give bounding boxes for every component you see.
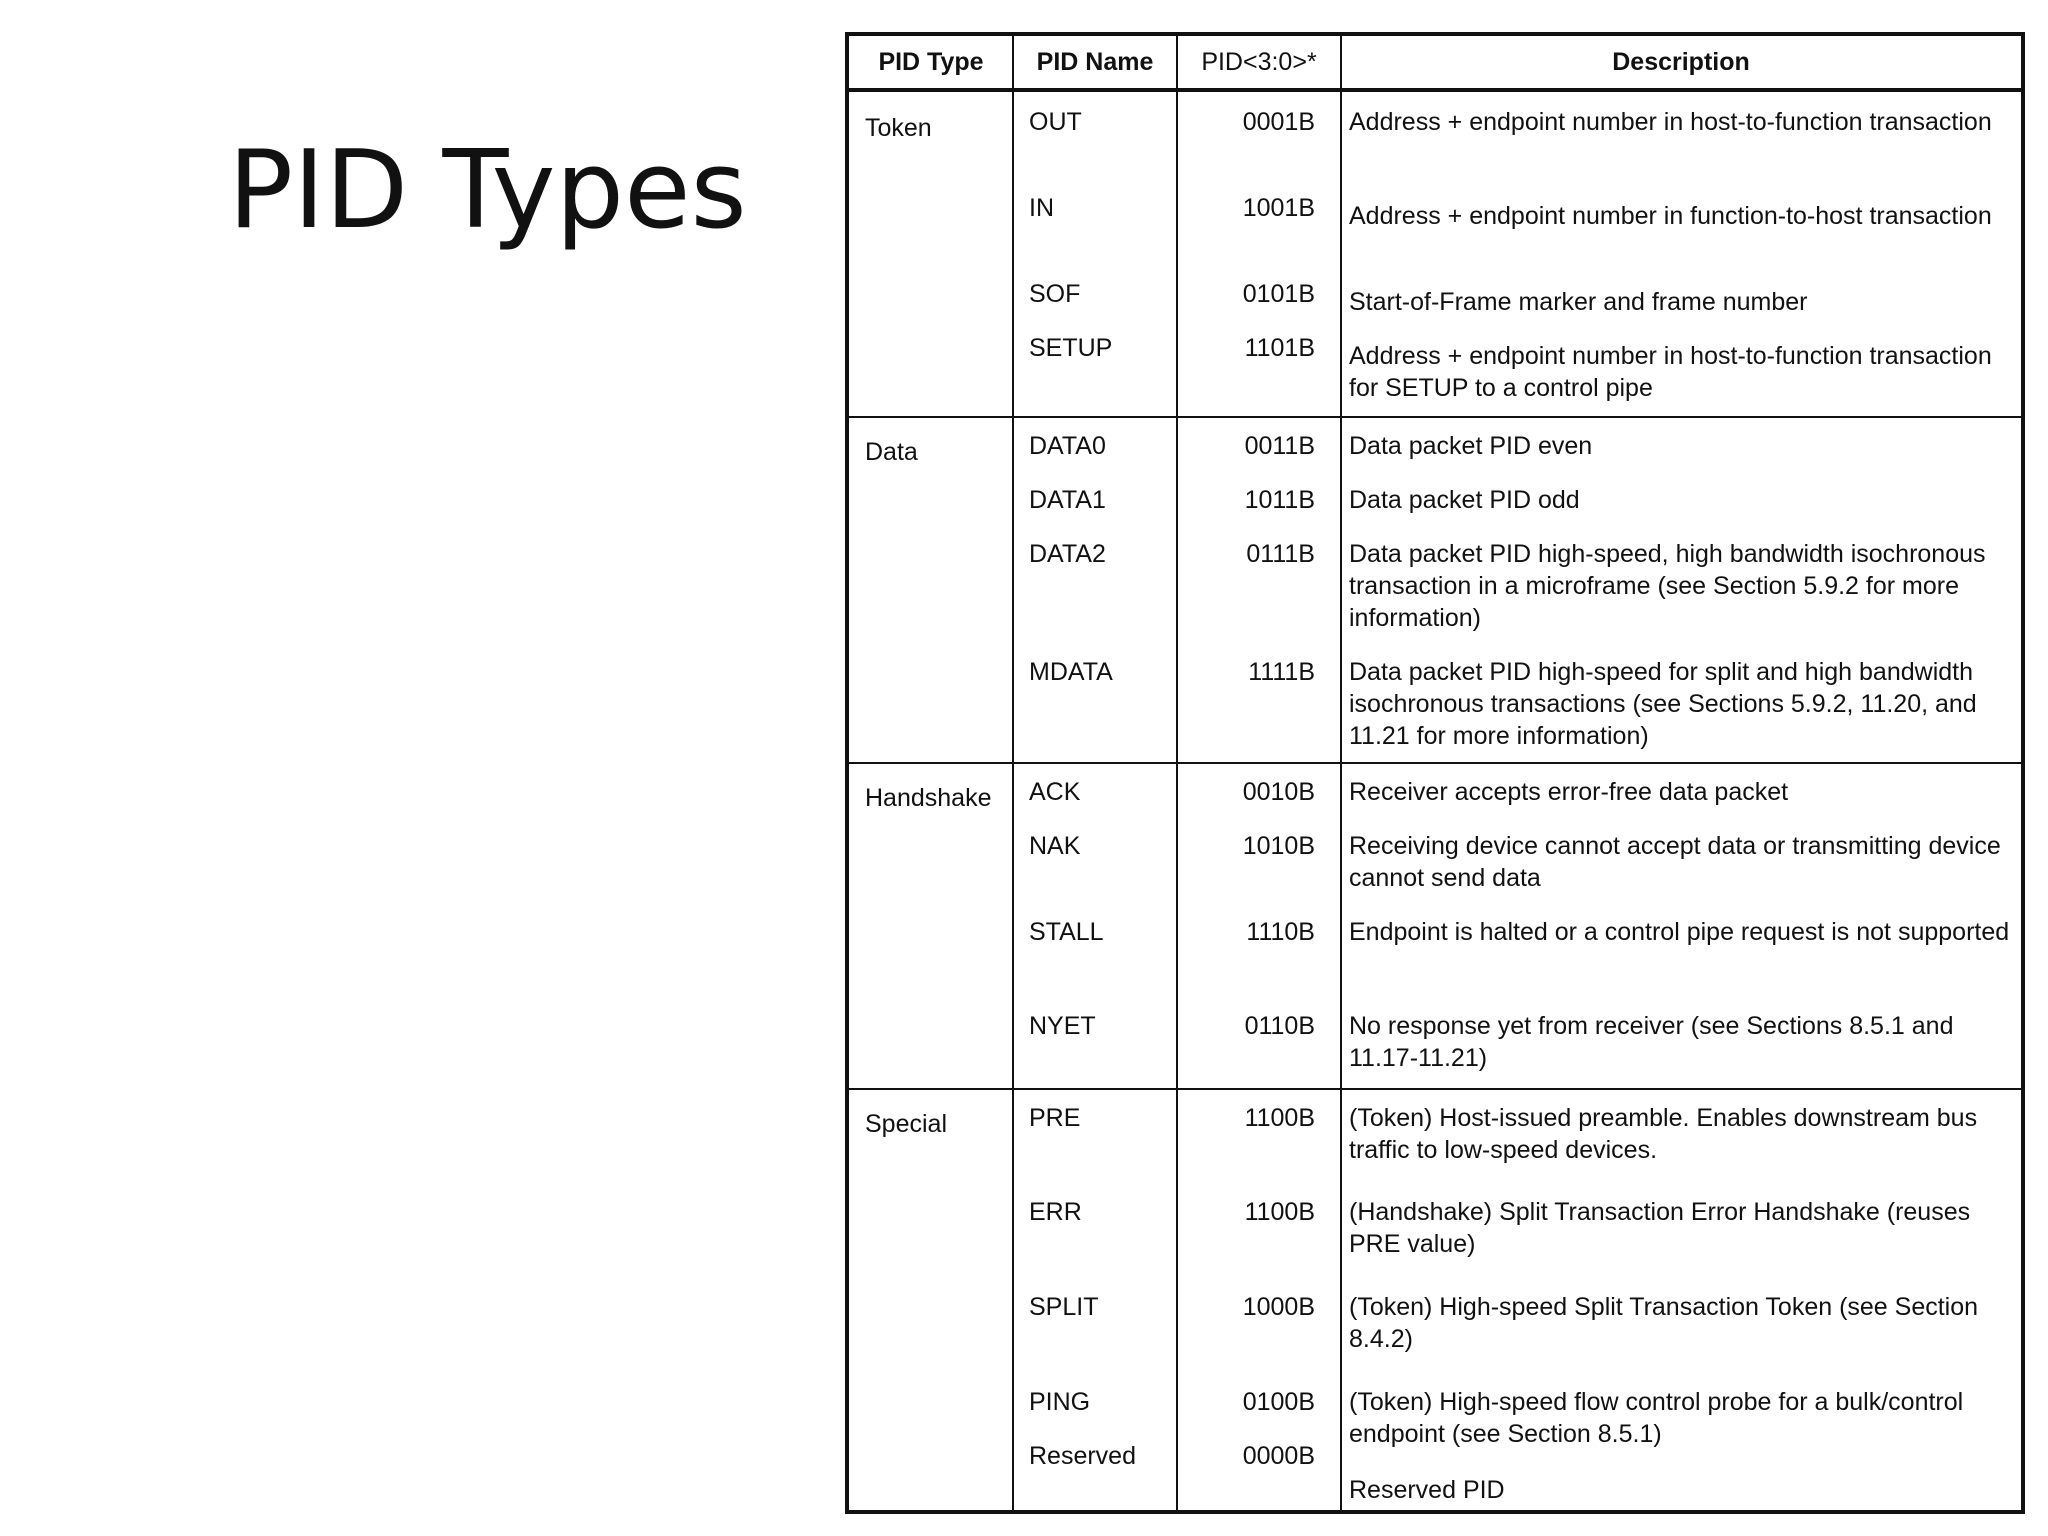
group-token (849, 92, 2021, 418)
pid-type-cell: Special (865, 1110, 947, 1138)
pid-bits-cell: 0101B (1242, 280, 1315, 308)
pid-bits-cell: 1000B (1242, 1293, 1315, 1321)
slide-title: PID Types (228, 128, 747, 253)
pid-bits-cell: 0100B (1242, 1388, 1315, 1416)
description-cell: Address + endpoint number in function-to-host transaction (1349, 202, 1992, 230)
pid-types-table (845, 32, 2025, 1514)
pid-name-cell: SETUP (1029, 334, 1113, 362)
pid-bits-cell: 0110B (1244, 1012, 1315, 1040)
pid-bits-cell: 1100B (1244, 1198, 1315, 1226)
pid-type-cell: Handshake (865, 784, 992, 812)
pid-bits-cell: 0001B (1242, 108, 1315, 136)
pid-name-cell: SPLIT (1029, 1293, 1099, 1321)
pid-type-cell: Token (865, 114, 932, 142)
pid-name-cell: ACK (1029, 778, 1081, 806)
description-cell: (Handshake) Split Transaction Error Handshake (reuses PRE value) (1349, 1198, 1971, 1258)
pid-name-cell: IN (1029, 194, 1054, 222)
pid-bits-cell: 0011B (1244, 432, 1315, 460)
pid-name-cell: DATA1 (1029, 486, 1106, 514)
header-description: Description (1612, 48, 1750, 76)
pid-name-cell: DATA2 (1029, 540, 1106, 568)
pid-bits-cell: 1010B (1242, 832, 1315, 860)
group-special (849, 1090, 2021, 1514)
pid-name-cell: ERR (1029, 1198, 1082, 1226)
pid-name-cell: PING (1029, 1388, 1091, 1416)
pid-name-cell: NYET (1029, 1012, 1096, 1040)
description-cell: Data packet PID high-speed for split and high bandwidth isochronous transactions (see Sections 5.9.2, 11.20, and 11.21 for more information) (1349, 658, 1977, 750)
description-cell: (Token) Host-issued preamble. Enables downstream bus traffic to low-speed devices. (1349, 1104, 1978, 1164)
group-data (849, 418, 2021, 764)
pid-name-cell: NAK (1029, 832, 1081, 860)
description-cell: Data packet PID even (1349, 432, 1593, 460)
pid-bits-cell: 1110B (1246, 918, 1315, 946)
pid-bits-cell: 1011B (1244, 486, 1315, 514)
pid-name-cell: STALL (1029, 918, 1104, 946)
description-cell: Data packet PID odd (1349, 486, 1580, 514)
pid-bits-cell: 1101B (1244, 334, 1315, 362)
group-handshake (849, 764, 2021, 1090)
pid-bits-cell: 0010B (1242, 778, 1315, 806)
description-cell: Receiving device cannot accept data or transmitting device cannot send data (1349, 832, 2001, 892)
header-pid-type: PID Type (878, 48, 984, 76)
description-cell: Receiver accepts error-free data packet (1349, 778, 1789, 806)
description-cell: Reserved PID (1349, 1476, 1505, 1504)
description-cell: Data packet PID high-speed, high bandwidth isochronous transaction in a microframe (see Section 5.9.2 for more information) (1349, 540, 1986, 632)
pid-name-cell: OUT (1029, 108, 1082, 136)
header-pid-name: PID Name (1036, 48, 1154, 76)
description-cell: (Token) High-speed Split Transaction Token (see Section 8.4.2) (1349, 1293, 1979, 1353)
pid-bits-cell: 0000B (1242, 1442, 1315, 1470)
description-cell: Address + endpoint number in host-to-function transaction for SETUP to a control pipe (1349, 342, 1992, 402)
pid-name-cell: PRE (1029, 1104, 1081, 1132)
header-pid-bits: PID<3:0>* (1201, 48, 1317, 76)
description-cell: (Token) High-speed flow control probe for a bulk/control endpoint (see Section 8.5.1) (1349, 1388, 1964, 1448)
pid-type-cell: Data (865, 438, 918, 466)
pid-bits-cell: 1100B (1244, 1104, 1315, 1132)
table-header-row (849, 36, 2021, 92)
pid-name-cell: DATA0 (1029, 432, 1106, 460)
description-cell: Start-of-Frame marker and frame number (1349, 288, 1808, 316)
pid-bits-cell: 0111B (1246, 540, 1315, 568)
pid-bits-cell: 1111B (1248, 658, 1315, 686)
pid-name-cell: Reserved (1029, 1442, 1136, 1470)
description-cell: No response yet from receiver (see Sections 8.5.1 and 11.17-11.21) (1349, 1012, 1954, 1072)
pid-bits-cell: 1001B (1242, 194, 1315, 222)
pid-name-cell: SOF (1029, 280, 1081, 308)
description-cell: Address + endpoint number in host-to-function transaction (1349, 108, 1992, 136)
description-cell: Endpoint is halted or a control pipe request is not supported (1349, 918, 2010, 946)
pid-name-cell: MDATA (1029, 658, 1113, 686)
